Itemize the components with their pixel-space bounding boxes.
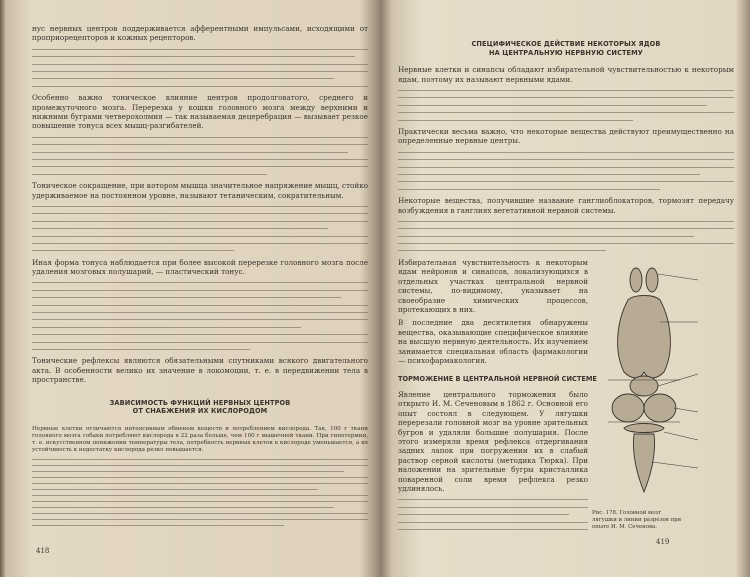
paragraph-4: Избирательная чувствительность к некоторым ядам нейронов и синапсов, локализующихся в отдельных участках центральной нервной системы, по-видимому, указывает на своеобразие химических процессов, протекающих в них.: [398, 257, 588, 314]
text-lines: [398, 152, 734, 190]
paragraph-3: Некоторые вещества, получившие название ганглиоблокаторов, тормозят передачу возбуждения в ганглиях вегетативной нервной системы.: [398, 196, 734, 215]
intro-paragraph: нус нервных центров поддерживается афферентными импульсами, исходящими от проприорецепторов и кожных рецепторов.: [32, 24, 368, 43]
paragraph-tonic: Тоническое сокращение, при котором мышца значительное напряжение мышц, стойко удерживаемое на постоянном уровне, называют тетаническим, сократительным.: [32, 181, 368, 200]
left-page: [32, 0, 368, 577]
page-number-right: 419: [656, 538, 670, 546]
page-number-left: 418: [36, 547, 50, 555]
paragraph-1: Нервные клетки и синапсы обладают избирательной чувствительностью к некоторым ядам, поэтому их называют нервными ядами.: [398, 65, 734, 84]
right-heading-line1: СПЕЦИФИЧЕСКОЕ ДЕЙСТВИЕ НЕКОТОРЫХ ЯДОВ: [471, 40, 661, 48]
narrow-column: [398, 257, 597, 530]
paragraph-2: Практически весьма важно, что некоторые вещества действуют преимущественно на определенные нервные центры.: [398, 126, 734, 146]
paragraph-5: В последние два десятилетия обнаружены вещества, оказывающие специфическое влияние на высшую нервную деятельность. Их изучением занимается специальная область фармакологии — психофармакология.: [398, 318, 588, 365]
small-text-lines: [32, 459, 368, 526]
text-lines: [32, 137, 368, 175]
paragraph-plastic: Иная форма тонуса наблюдается при более высокой перерезке головного мозга после удаления мозговых полушарий, — пластический тонус.: [32, 257, 368, 277]
right-page: [398, 0, 734, 577]
text-lines: [32, 282, 368, 350]
text-lines: [398, 221, 734, 252]
paragraph-middle-brain: Особенно важно тоническое влияние центров продолговатого, среднего и промежуточного мозга. Перерезка у кошки головного мозга между верхними и нижними буграми четверохолмия — так называемая децеребрация — вызывает резкое повышение тонуса всех мышц-разгибателей.: [32, 93, 368, 131]
frog-brain-figure: [592, 262, 734, 530]
section-heading-line1: ЗАВИСИМОСТЬ ФУНКЦИЙ НЕРВНЫХ ЦЕНТРОВ: [109, 398, 291, 407]
heading-inhibition: ТОРМОЖЕНИЕ В ЦЕНТРАЛЬНОЙ НЕРВНОЙ СИСТЕМЕ: [398, 375, 597, 384]
figure-caption: Рис. 178. Головной мозг лягушки и линии разрезов при опыте И. М. Сеченова.: [592, 510, 682, 530]
frog-brain-drawing: [598, 262, 734, 517]
text-lines: [398, 90, 734, 121]
text-lines: [32, 206, 368, 251]
paragraph-6: Явление центрального торможения было открыто И. М. Сеченовым в 1862 г. Основной его опыт состоял в следующем. У лягушки перерезали головной мозг на уровне зрительных бугров и удаляли большие полушария. После этого измеряли время рефлекса отдергивания задних лапок при погружении их в слабый раствор серной кислоты (методика Тюрка). При наложении на зрительные бугры кристаллика поваренной соли время рефлекса резко удлинялось.: [398, 389, 588, 493]
small-paragraph: Нервные клетки отличаются интенсивным обменом веществ и потреблением кислорода. Так, 100 г ткани головного мозга собаки потребляют кислорода в 22 раза больше, чем 100 г мышечной ткани. При гипотермии, т. е. искусственном понижении температуры тела, потребность нервных клеток в кислороде уменьшается, а их устойчивость к недостатку кислорода резко повышается.: [32, 425, 368, 454]
text-lines: [32, 49, 368, 87]
right-heading-line2: НА ЦЕНТРАЛЬНУЮ НЕРВНУЮ СИСТЕМУ: [489, 48, 643, 57]
section-heading-line2: ОТ СНАБЖЕНИЯ ИХ КИСЛОРОДОМ: [132, 407, 268, 416]
paragraph-reflex: Тонические рефлексы являются обязательными спутниками всякого двигательного акта. В особенности велико их значение в локомоции, т. е. в передвижении тела в пространстве.: [32, 356, 368, 385]
text-lines: [398, 499, 588, 530]
